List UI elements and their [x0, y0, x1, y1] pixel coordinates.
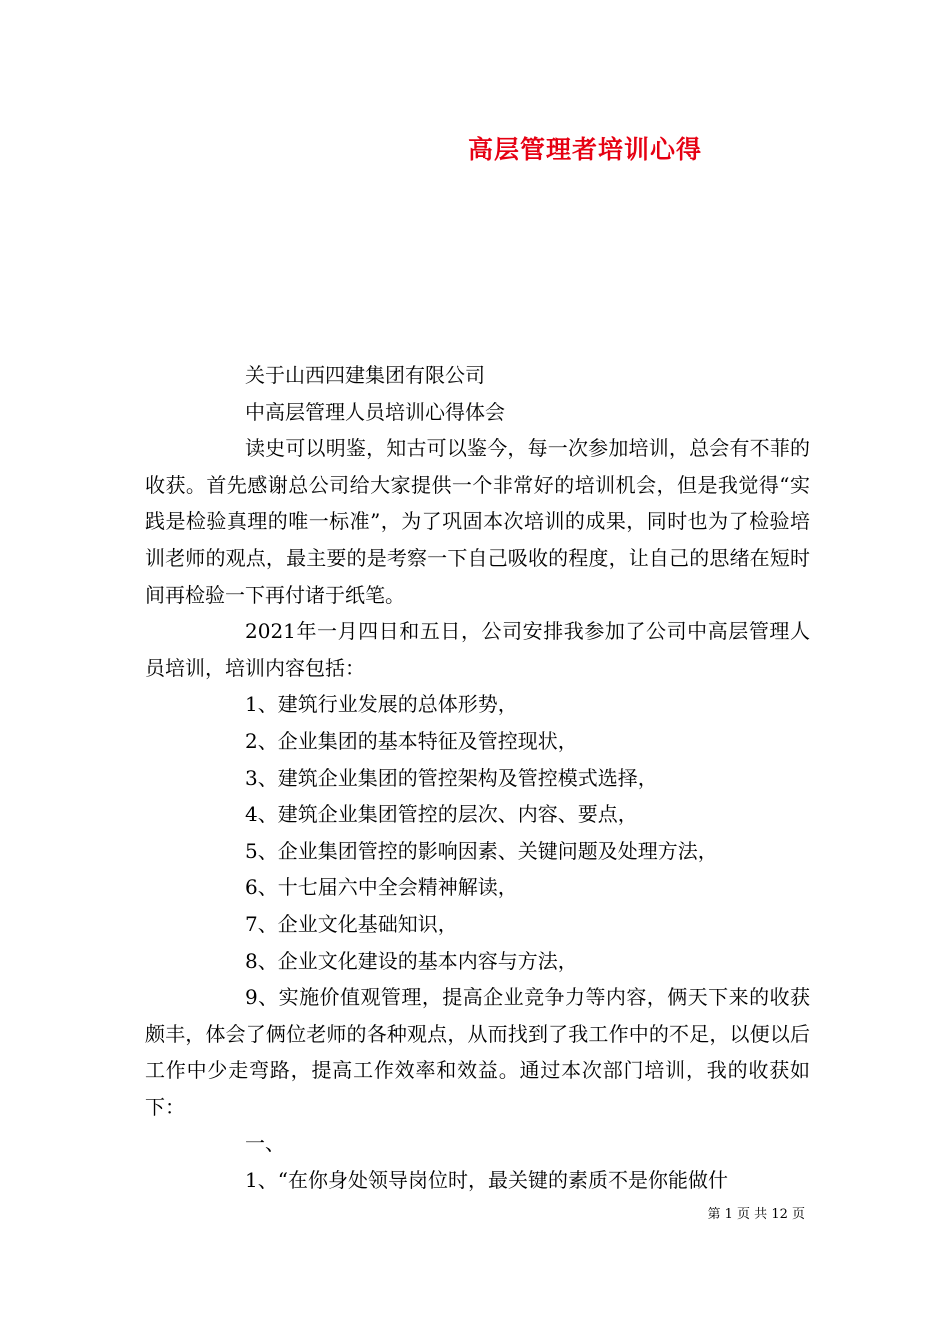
page-number-footer: 第 1 页 共 12 页	[707, 1207, 805, 1222]
list-item: 5、企业集团管控的影响因素、关键问题及处理方法，	[245, 838, 718, 863]
list-item: 7、企业文化基础知识，	[245, 911, 458, 936]
list-item: 6、十七届六中全会精神解读，	[245, 875, 518, 900]
paragraph-intro: 读史可以明鉴，知古可以鉴今，每一次参加培训，总会有不菲的收获。首先感谢总公司给大家提供一个非常好的培训机会，但是我觉得“实践是检验真理的唯一标准”，为了巩固本次培训的成果，同时也为了检验培训老师的观点，最主要的是考察一下自己吸收的程度，让自己的思绪在短时间再检验一下再付诸于纸笔。	[145, 436, 810, 607]
paragraph-quote: 1、“在你身处领导岗位时，最关键的素质不是你能做什	[245, 1168, 728, 1193]
list-item: 1、建筑行业发展的总体形势，	[245, 692, 518, 717]
document-body	[145, 357, 810, 1199]
section-heading: 一、	[245, 1131, 285, 1156]
paragraph-training-date: 2021年一月四日和五日，公司安排我参加了公司中高层管理人员培训，培训内容包括：	[145, 619, 810, 680]
paragraph-subtitle: 中高层管理人员培训心得体会	[245, 399, 505, 424]
list-item: 2、企业集团的基本特征及管控现状，	[245, 728, 578, 753]
document-title: 高层管理者培训心得	[467, 135, 702, 164]
list-item: 3、建筑企业集团的管控架构及管控模式选择，	[245, 765, 658, 790]
list-item: 8、企业文化建设的基本内容与方法，	[245, 948, 578, 973]
list-item: 4、建筑企业集团管控的层次、内容、要点，	[245, 802, 638, 827]
list-item: 9、实施价值观管理，提高企业竞争力等内容，俩天下来的收获颇丰，体会了俩位老师的各种观点，从而找到了我工作中的不足，以便以后工作中少走弯路，提高工作效率和效益。通过本次部门培训，我的收获如下：	[145, 985, 810, 1119]
paragraph-addressee: 关于山西四建集团有限公司	[245, 363, 485, 387]
